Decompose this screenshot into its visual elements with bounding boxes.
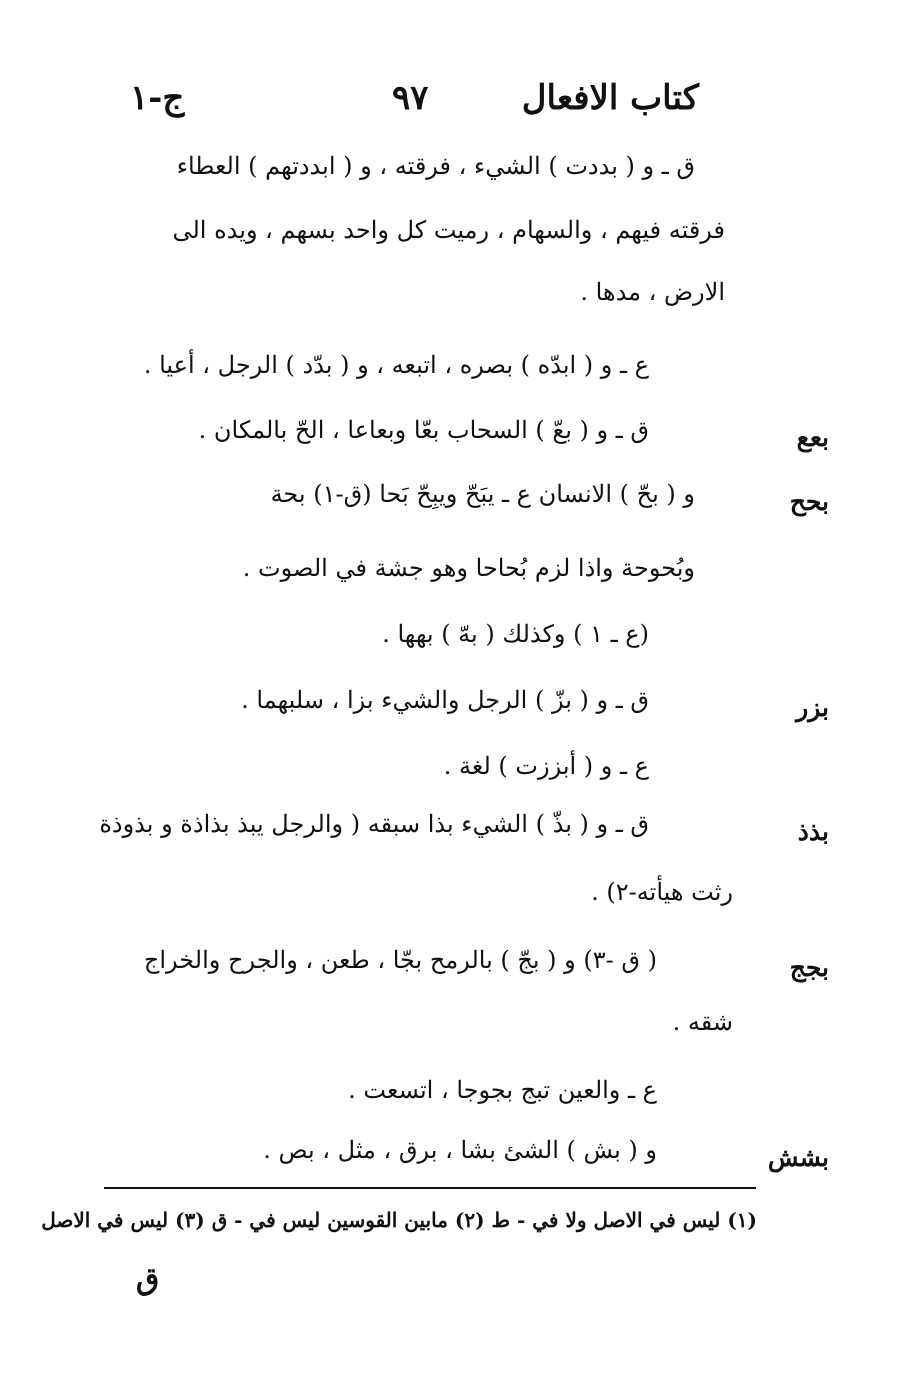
entry-line: (ع ـ ١ ) وكذلك ( بهّ ) بهها .: [382, 620, 649, 648]
entry-line: ع ـ والعين تبج بجوجا ، اتسعت .: [348, 1076, 657, 1104]
headword: بذذ: [797, 817, 829, 846]
entry-line: ق ـ و ( بعّ ) السحاب بعّا وبعاعا ، الحّ بالمكان .: [198, 416, 649, 444]
entry-line: ع ـ و ( ابدّه ) بصره ، اتبعه ، و ( بدّد ) الرجل ، أعيا .: [143, 351, 649, 379]
entry-line: و ( بحّ ) الانسان ع ـ يبَحّ ويبِحّ بَحا (ق-١) بحة: [270, 480, 695, 508]
book-title: كتاب الافعال: [521, 78, 699, 118]
entry-line: ق ـ و ( بذّ ) الشيء بذا سبقه ( والرجل يبذ بذاذة و بذوذة: [99, 810, 649, 838]
entry-line: ( ق -٣) و ( بجّ ) بالرمح بجّا ، طعن ، والجرح والخراج: [143, 946, 657, 974]
entry-line: ق ـ و ( بزّ ) الرجل والشيء بزا ، سلبهما .: [241, 686, 649, 714]
footnote-divider: [104, 1187, 756, 1189]
entry-line: فرقته فيهم ، والسهام ، رميت كل واحد بسهم ، ويده الى: [172, 216, 725, 244]
entry-line: رثت هيأته-٢) .: [591, 878, 733, 906]
entry-line: ق ـ و ( بددت ) الشيء ، فرقته ، و ( ابددتهم ) العطاء: [176, 152, 695, 180]
entry-line: شقه .: [672, 1008, 733, 1036]
headword: بزر: [796, 693, 829, 722]
entry-line: و ( بش ) الشئ بشا ، برق ، مثل ، بص .: [263, 1136, 657, 1164]
entry-line: الارض ، مدها .: [580, 278, 725, 306]
entry-line: وبُحوحة واذا لزم بُحاحا وهو جشة في الصوت .: [242, 554, 695, 582]
headword: بحح: [789, 487, 829, 516]
headword: بجج: [789, 953, 829, 982]
footnotes: (١) ليس في الاصل ولا في - ط (٢) مابين القوسين ليس في - ق (٣) ليس في الاصل: [41, 1208, 757, 1232]
page-number: ٩٧: [392, 78, 429, 118]
headword: بعع: [796, 423, 829, 452]
footnote-continuation: ق: [136, 1262, 160, 1297]
entry-line: ع ـ و ( أبززت ) لغة .: [443, 752, 649, 780]
headword: بشش: [767, 1143, 829, 1172]
volume-label: ج-١: [130, 78, 185, 118]
